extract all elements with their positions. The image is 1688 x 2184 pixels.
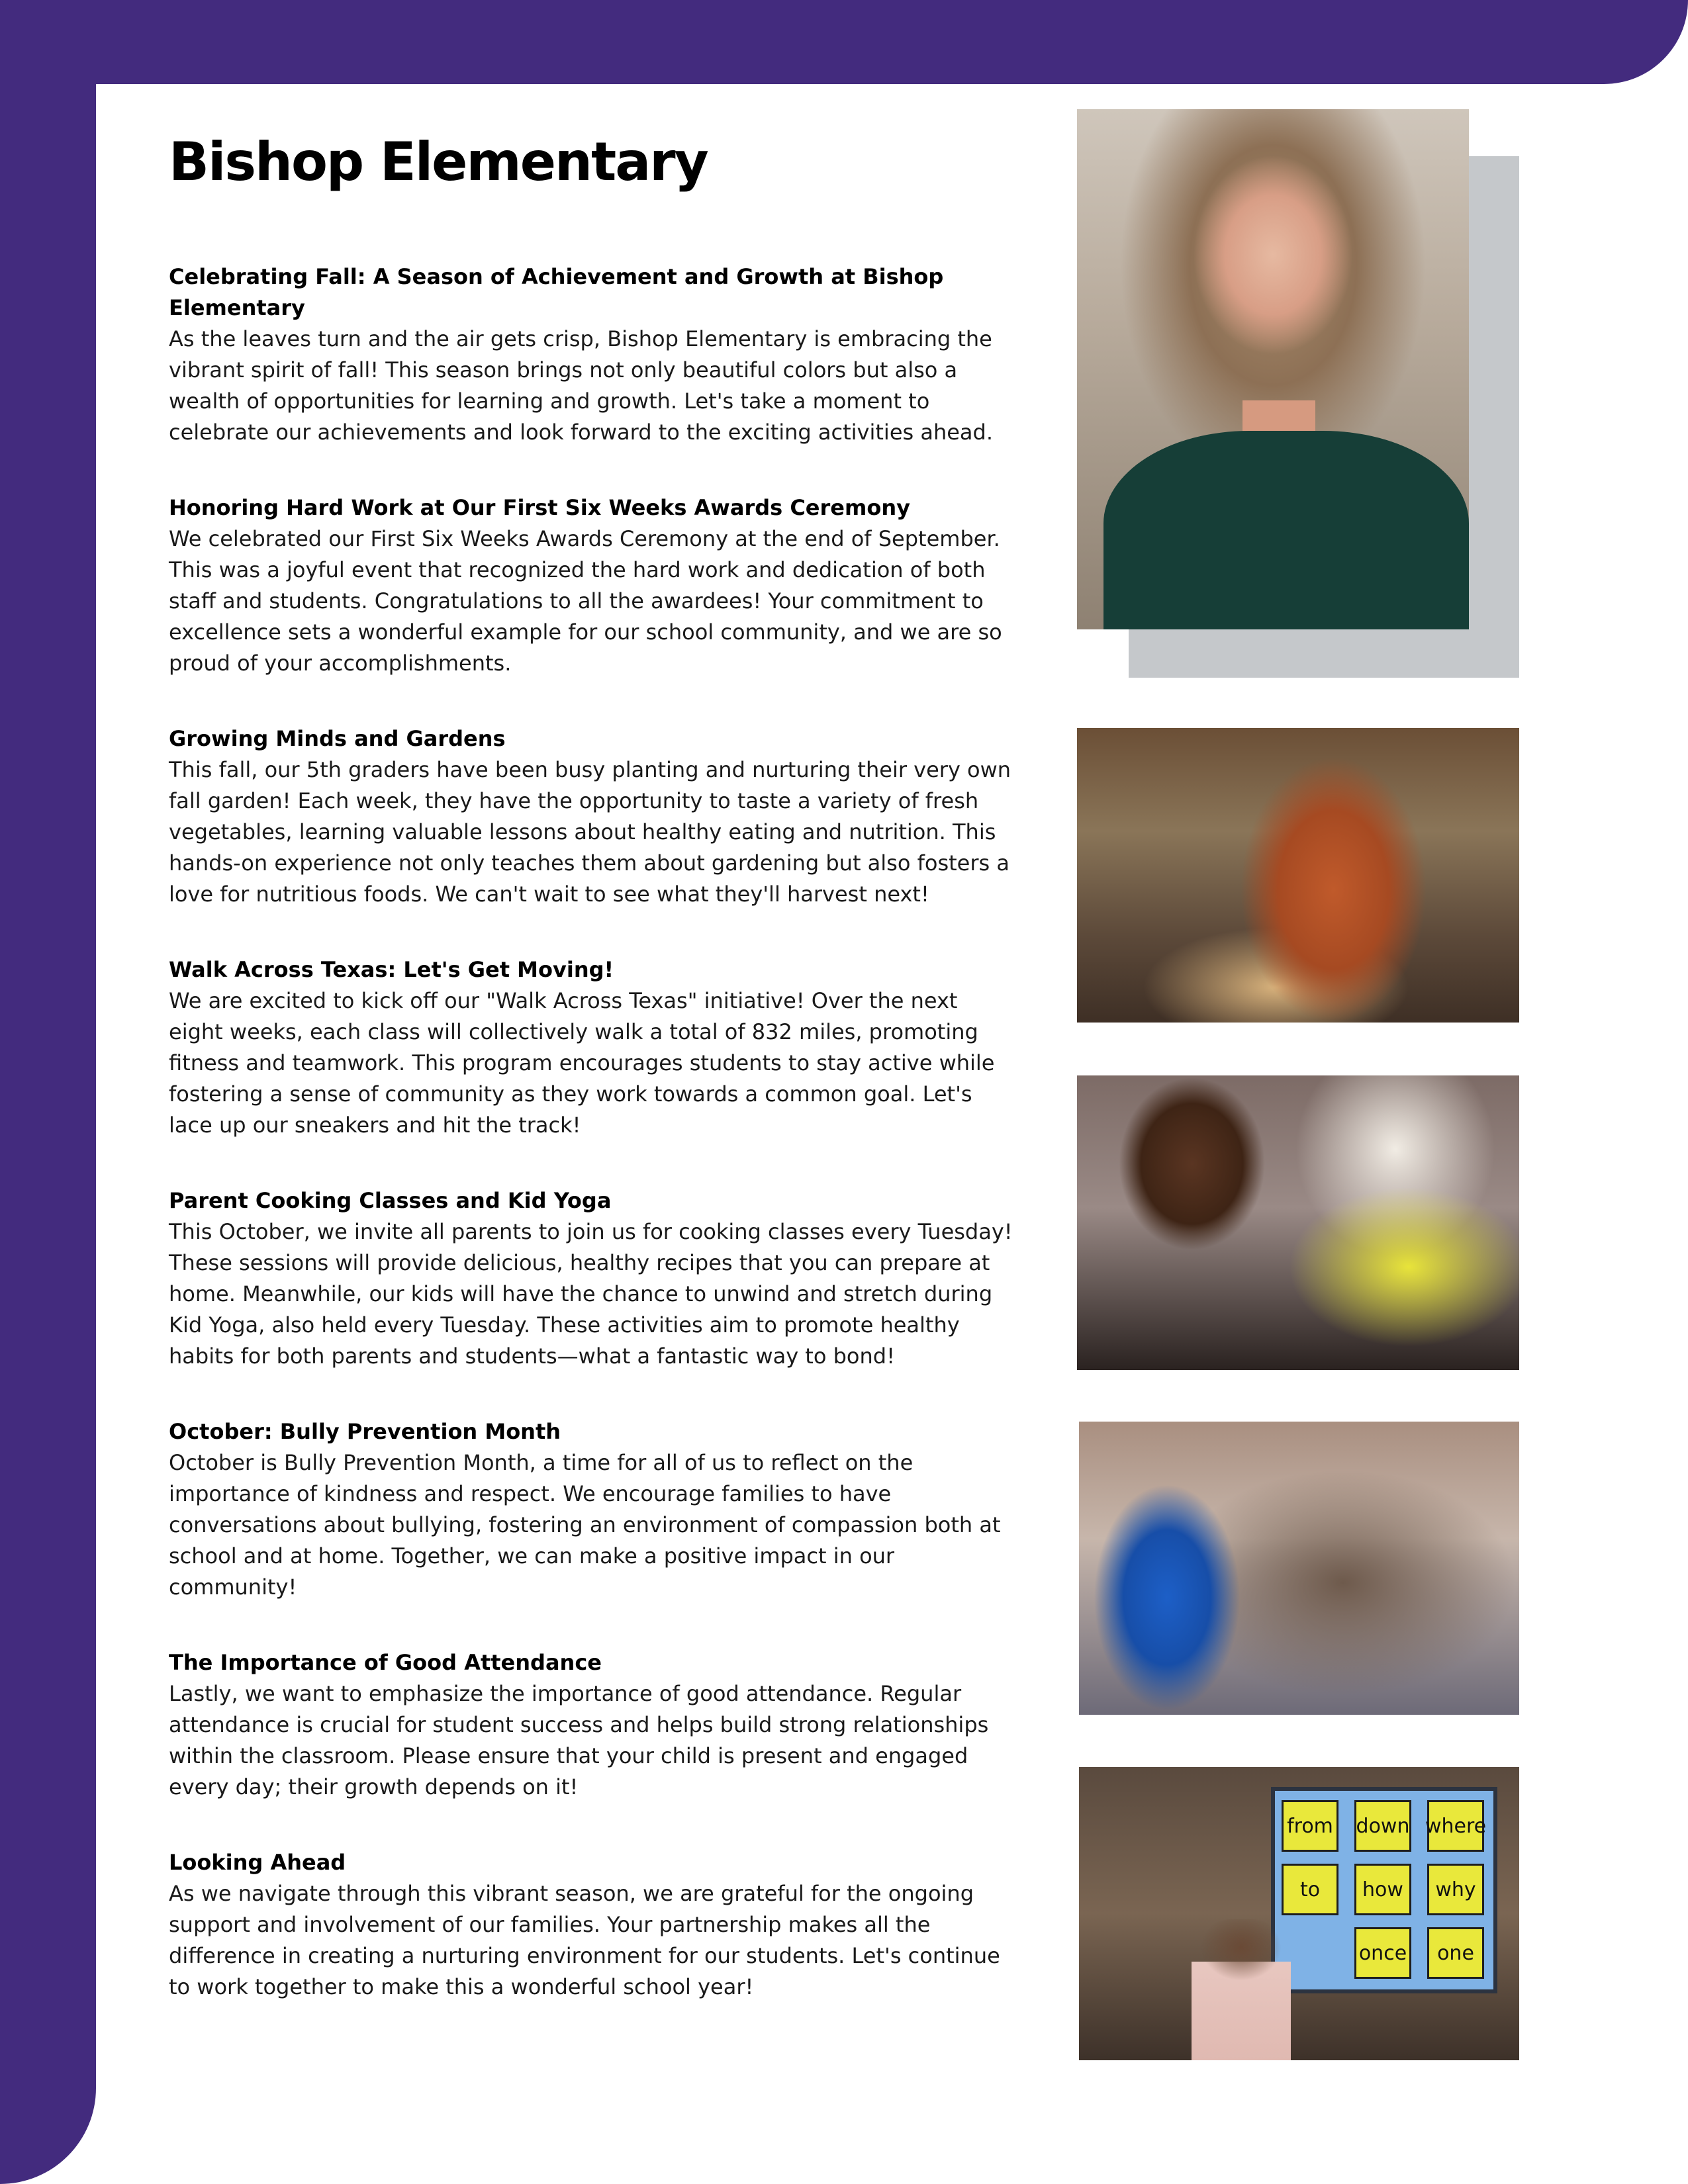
section-walk-across-texas (169, 954, 1016, 1141)
section-body: Lastly, we want to emphasize the importance of good attendance. Regular attendance is crucial for student success and helps build strong relationships within the classroom. Please ensure that your child is present and engaged every day; their growth depends on it! (169, 1681, 989, 1799)
word-card: from (1282, 1800, 1338, 1852)
section-body: We celebrated our First Six Weeks Awards Ceremony at the end of September. This was a joyful event that recognized the hard work and dedication of both staff and students. Congratulations to all the awardees! Your commitment to excellence sets a wonderful example for our school community, and we are so proud of your accomplishments. (169, 526, 1002, 676)
student-figure (1192, 1919, 1291, 2060)
left-frame-band (0, 0, 96, 2184)
section-body: As the leaves turn and the air gets crisp, Bishop Elementary is embracing the vibrant spirit of fall! This season brings not only beautiful colors but also a wealth of opportunities for learning and growth. Let's take a moment to celebrate our achievements and look forward to the exciting activities ahead. (169, 326, 994, 445)
section-heading: Looking Ahead (169, 1850, 346, 1875)
section-body: This fall, our 5th graders have been busy planting and nurturing their very own fall garden! Each week, they have the opportunity to taste a variety of fresh vegetables, learning valuable lessons about healthy eating and nutrition. This hands-on experience not only teaches them about gardening but also fosters a love for nutritious foods. We can't wait to see what they'll harvest next! (169, 757, 1011, 907)
section-heading: Parent Cooking Classes and Kid Yoga (169, 1188, 612, 1213)
section-looking-ahead (169, 1847, 1016, 2003)
section-heading: Growing Minds and Gardens (169, 726, 506, 751)
word-card: one (1427, 1927, 1484, 1979)
section-body: We are excited to kick off our "Walk Across Texas" initiative! Over the next eight weeks, each class will collectively walk a total of 832 miles, promoting fitness and teamwork. This program encourages students to stay active while fostering a sense of community as they work towards a common goal. Let's lace up our sneakers and hit the track! (169, 988, 995, 1138)
section-gardens (169, 723, 1016, 910)
page-title: Bishop Elementary (169, 131, 708, 193)
article-column (169, 129, 1016, 2047)
section-attendance (169, 1647, 1016, 1803)
sight-word-board (1271, 1787, 1497, 1993)
section-heading: October: Bully Prevention Month (169, 1419, 561, 1444)
group-of-students-photo (1079, 1422, 1519, 1715)
word-card: where (1427, 1800, 1484, 1852)
principal-portrait-photo (1077, 109, 1469, 629)
top-frame-band (0, 0, 1688, 84)
smiling-student-photo (1077, 1075, 1519, 1370)
word-card: why (1427, 1864, 1484, 1915)
portrait-blouse-shape (1103, 431, 1469, 629)
section-celebrating-fall (169, 261, 1016, 448)
section-body: This October, we invite all parents to join us for cooking classes every Tuesday! These sessions will provide delicious, healthy recipes that you can prepare at home. Meanwhile, our kids will have the chance to unwind and stretch during Kid Yoga, also held every Tuesday. These activities aim to promote healthy habits for both parents and students—what a fantastic way to bond! (169, 1219, 1013, 1369)
teacher-helping-student-photo (1077, 728, 1519, 1023)
student-at-word-board-photo (1079, 1767, 1519, 2060)
word-card: how (1354, 1864, 1411, 1915)
section-body: As we navigate through this vibrant season, we are grateful for the ongoing support and involvement of our families. Your partnership makes all the difference in creating a nurturing environment for our students. Let's continue to work together to make this a wonderful school year! (169, 1881, 1000, 1999)
word-card: to (1282, 1864, 1338, 1915)
section-body: October is Bully Prevention Month, a time for all of us to reflect on the importance of kindness and respect. We encourage families to have conversations about bullying, fostering an environment of compassion both at school and at home. Together, we can make a positive impact in our community! (169, 1450, 1001, 1600)
word-card: down (1354, 1800, 1411, 1852)
section-bully-prevention (169, 1416, 1016, 1603)
section-heading: Walk Across Texas: Let's Get Moving! (169, 957, 614, 982)
section-awards-ceremony (169, 492, 1016, 679)
section-heading: Celebrating Fall: A Season of Achievement and Growth at Bishop Elementary (169, 264, 944, 320)
section-heading: Honoring Hard Work at Our First Six Weeks Awards Ceremony (169, 495, 910, 520)
word-card: once (1354, 1927, 1411, 1979)
section-cooking-yoga (169, 1185, 1016, 1372)
section-heading: The Importance of Good Attendance (169, 1650, 602, 1675)
